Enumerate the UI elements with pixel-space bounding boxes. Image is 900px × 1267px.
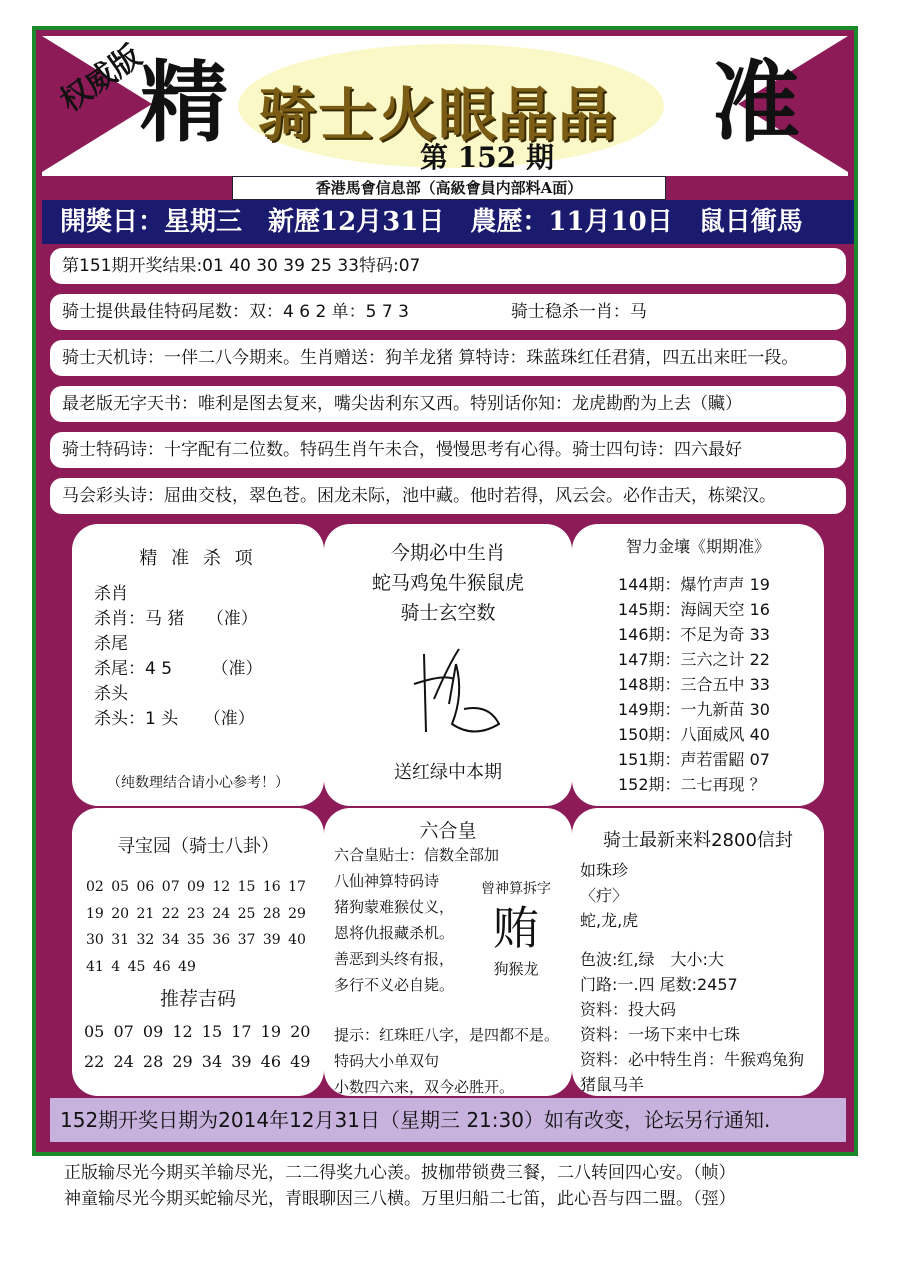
gold-item: 151期：声若雷鼦 07 — [618, 750, 770, 769]
row-wordless-book: 最老版无字天书：唯利是图去复来，嘴尖齿利东又西。特别话你知：龙虎勘酌为上去（贜） — [50, 386, 846, 422]
latest-line: 资料：必中特生肖：牛猴鸡兔狗猪鼠马羊 — [580, 1050, 805, 1094]
panel-kill — [72, 524, 324, 806]
row-last-result: 第151期开奖结果:01 40 30 39 25 33特码:07 — [50, 248, 846, 284]
lhh-line: 提示：红珠旺八字，是四都不是。 — [334, 1026, 560, 1044]
latest-line: 门路:一.四 尾数:2457 — [580, 975, 738, 994]
latest-line: 资料：投大码 — [580, 1000, 677, 1019]
kill-title: 精 准 杀 项 — [139, 548, 257, 569]
gold-item: 144期：爆竹声声 19 — [618, 575, 770, 594]
issue-number: 第 152 期 — [420, 141, 554, 174]
panel-liuhe-huang — [324, 808, 572, 1096]
latest-line: 资料：一场下来中七珠 — [580, 1025, 741, 1044]
send-text: 送红绿中本期 — [394, 762, 502, 783]
mystery-label: 骑士玄空数 — [400, 602, 496, 624]
lhh-title: 六合皇 — [419, 820, 477, 842]
latest-line: 〈疔〉 — [580, 886, 629, 905]
gold-list — [618, 572, 770, 797]
lhh-line: 善恶到头终有报， — [334, 950, 455, 968]
gold-item: 150期：八面威风 40 — [618, 725, 770, 744]
latest-line: 如珠珍 — [580, 861, 629, 880]
edition-label: 权威版 — [54, 38, 148, 120]
lhh-tips-bottom — [334, 1024, 559, 1096]
kill-line: 杀肖：马 猪 （准） — [94, 609, 258, 629]
lhh-line: 六合皇贴士：信数全部加 — [334, 846, 500, 864]
gold-item: 145期：海阔天空 16 — [618, 600, 770, 619]
draw-date-bar: 開獎日：星期三 新歷12月31日 農歷：11月10日 鼠日衝馬 — [42, 200, 854, 244]
page-title: 骑士火眼晶晶 — [258, 81, 619, 149]
lhh-line: 八仙神算特码诗 — [334, 872, 440, 890]
gold-item: 147期：三六之计 22 — [618, 650, 770, 669]
lhh-line: 小数四六来，双今必胜开。 — [334, 1078, 515, 1096]
kill-line: 杀头：1 头 （准） — [94, 709, 255, 729]
row-horse-club-poem: 马会彩头诗：屈曲交枝，翠色苍。困龙未际，池中藏。他时若得，风云会。必作击天，栋梁汉。 — [50, 478, 846, 514]
lhh-line: 多行不义必自毙。 — [334, 976, 455, 994]
latest-line: 色波:红,绿 大小:大 — [580, 950, 724, 969]
lhh-line: 特码大小单双句 — [334, 1052, 440, 1070]
poster-header — [42, 36, 848, 176]
split-char-big: 贿 — [493, 901, 539, 955]
row-special-poem: 骑士特码诗：十字配有二位数。特码生肖午未合，慢慢思考有心得。骑士四句诗：四六最好 — [50, 432, 846, 468]
kill-list — [94, 582, 262, 732]
gold-item: 148期：三合五中 33 — [618, 675, 770, 694]
panel-gold-riddle — [572, 524, 824, 806]
subtitle-banner: 香港馬會信息部（高級會員内部料A面） — [232, 176, 666, 200]
row-knight-poem: 骑士天机诗：一伴二八今期来。生肖赠送：狗羊龙猪 算特诗：珠蓝珠红任君猜，四五出来旺一段。 — [50, 340, 846, 376]
kill-line: 杀头 — [94, 684, 128, 704]
title-left-char: 精 — [140, 50, 229, 154]
latest-list — [572, 858, 824, 1096]
gold-title: 智力金壤《期期准》 — [625, 537, 770, 556]
signature-image — [404, 644, 504, 744]
treasure-numbers: 02 05 06 07 09 12 15 16 17 19 20 21 22 23 24 25 28 29 30 31 32 34 35 36 37 39 40 41 4 45 46 49 — [86, 879, 306, 975]
latest-title: 骑士最新来料2800信封 — [603, 830, 793, 851]
recommend-numbers: 05 07 09 12 15 17 19 20 22 24 28 29 34 39 46 49 — [84, 1022, 311, 1071]
treasure-title: 寻宝园（骑士八卦） — [117, 836, 279, 857]
split-char-answer: 狗猴龙 — [493, 960, 539, 978]
panel-must-zodiac — [324, 524, 572, 806]
latest-line — [580, 933, 816, 947]
draw-notice: 152期开奖日期为2014年12月31日（星期三 21:30）如有改变，论坛另行通知. — [50, 1098, 846, 1142]
panel-latest-info — [572, 808, 824, 1096]
gold-item: 146期：不足为奇 33 — [618, 625, 770, 644]
footer-poems — [64, 1160, 736, 1212]
lhh-line: 猪狗蒙难猴仗义， — [334, 898, 455, 916]
kill-note: （纯数理结合请小心参考！） — [107, 775, 289, 791]
recommend-title: 推荐吉码 — [159, 988, 236, 1010]
must-zodiac-list: 蛇马鸡兔牛猴鼠虎 — [371, 572, 524, 594]
kill-line: 杀尾 — [94, 634, 128, 654]
split-char-box — [470, 878, 562, 979]
latest-line: 蛇,龙,虎 — [580, 911, 639, 930]
poster-frame — [32, 26, 858, 1156]
kill-line: 杀尾：4 5 （准） — [94, 659, 263, 679]
gold-item: 152期：二七再现 ？ — [618, 775, 766, 794]
title-right-char: 准 — [712, 50, 801, 154]
must-heading: 今期必中生肖 — [390, 542, 505, 564]
split-char-heading: 曾神算拆字 — [481, 881, 551, 897]
gold-item: 149期：一九新苗 30 — [618, 700, 770, 719]
lhh-line: 恩将仇报藏杀机。 — [334, 924, 455, 942]
kill-line: 杀肖 — [94, 584, 128, 604]
footer-line: 正版输尽光今期买羊输尽光，二二得奖九心羡。披枷带锁费三餐，二八转回四心安。（帧） — [64, 1163, 736, 1183]
panel-treasure — [72, 808, 324, 1096]
row-tail-numbers: 骑士提供最佳特码尾数：双：4 6 2 单：5 7 3 骑士稳杀一肖：马 — [50, 294, 846, 330]
footer-line: 神童输尽光今期买蛇输尽光，青眼聊因三八横。万里归船二七笛，此心吾与四二盟。（弳） — [64, 1189, 736, 1209]
